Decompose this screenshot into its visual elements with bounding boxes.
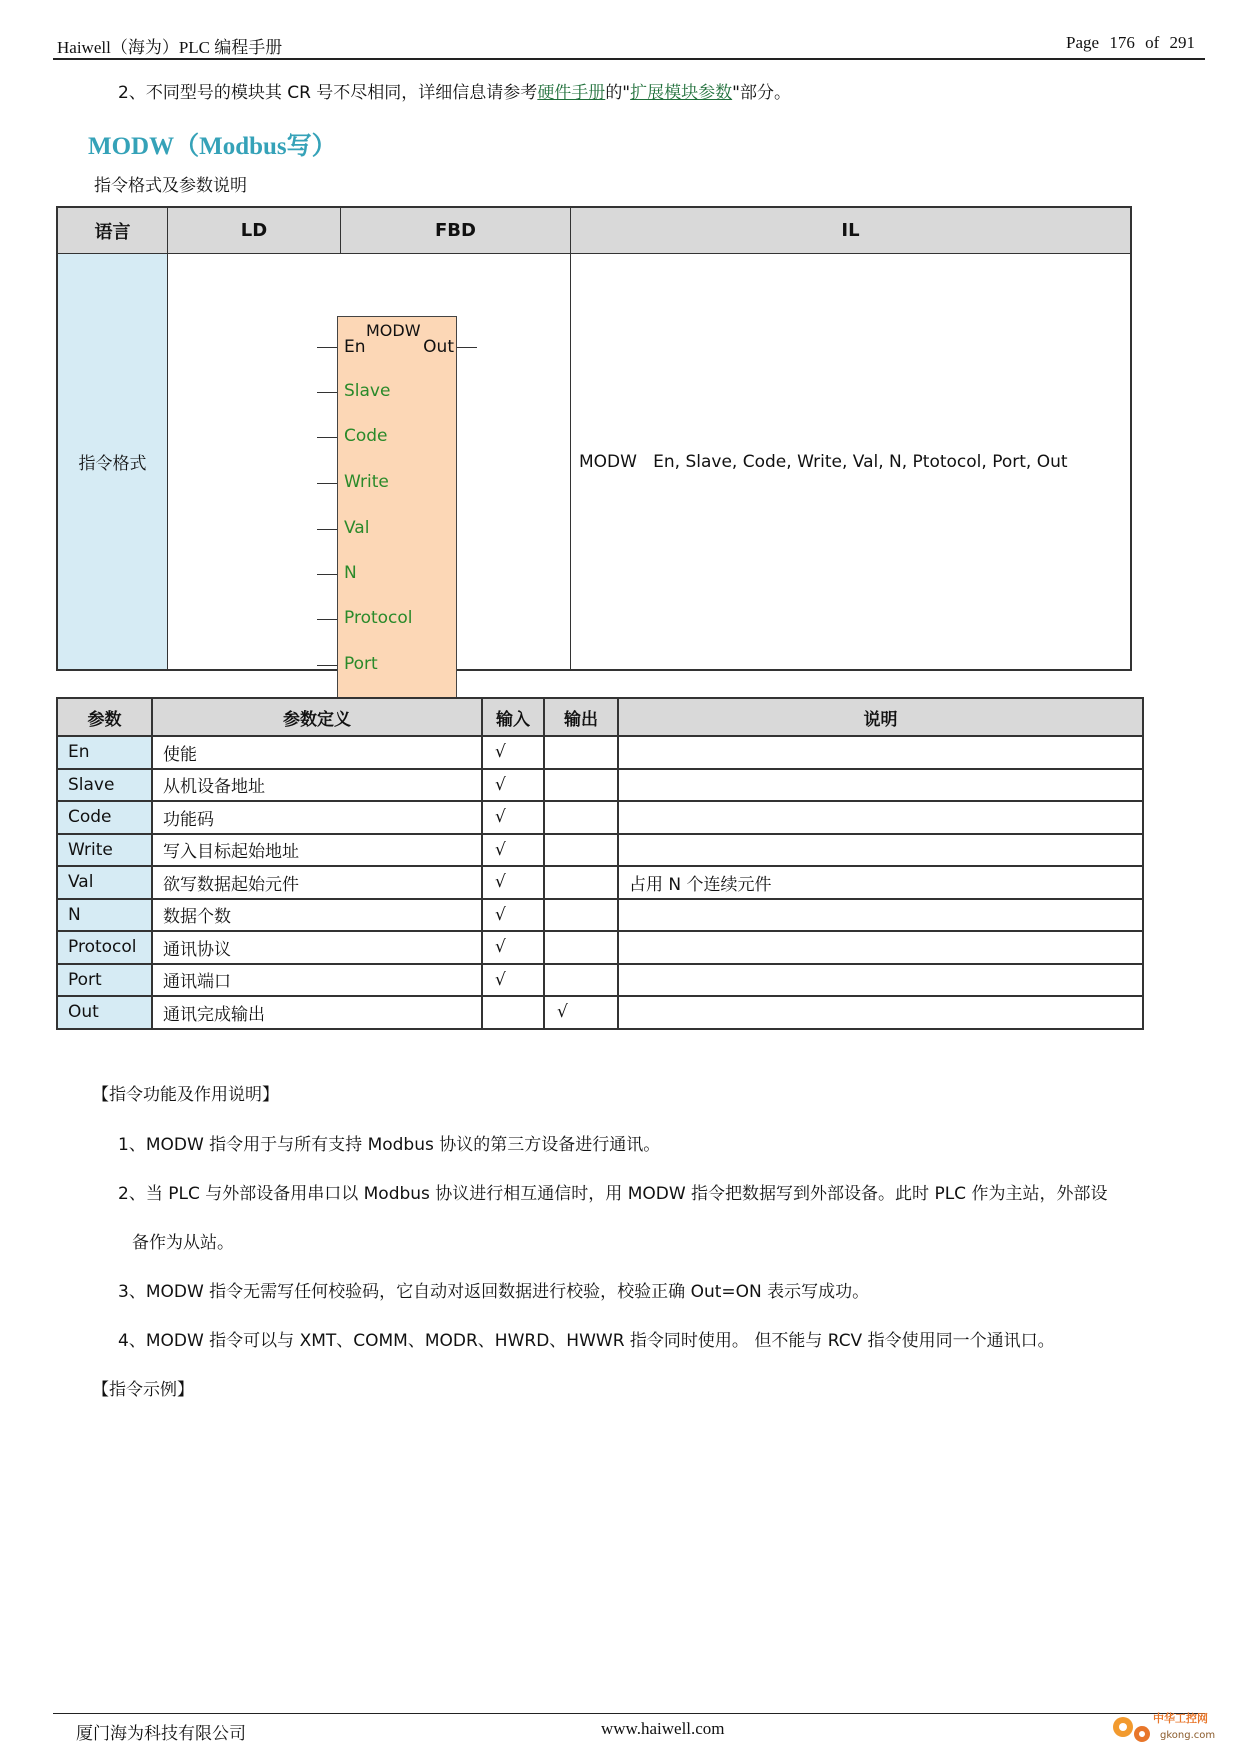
param-description-cell	[618, 931, 1143, 964]
pin-out: Out	[423, 337, 454, 357]
ld-cell	[168, 254, 571, 674]
gear-icon	[1108, 1700, 1228, 1746]
function-item-4: 4、MODW 指令可以与 XMT、COMM、MODR、HWRD、HWWR 指令同时使用。 但不能与 RCV 指令使用同一个通讯口。	[118, 1331, 1055, 1351]
param-output-cell: √	[544, 996, 618, 1029]
parameter-table-header	[57, 698, 1143, 736]
col-description: 说明	[618, 698, 1143, 736]
pin-slave: Slave	[344, 381, 391, 401]
note-mid: 的"	[605, 83, 631, 103]
param-definition-cell: 写入目标起始地址	[152, 834, 482, 867]
param-name-cell: Protocol	[57, 931, 152, 964]
header-language: 语言	[58, 208, 168, 254]
modw-function-block	[337, 316, 457, 699]
function-item-2: 2、当 PLC 与外部设备用串口以 Modbus 协议进行相互通信时，用 MODW 指令把数据写到外部设备。此时 PLC 作为主站，外部设	[118, 1184, 1108, 1204]
param-description-cell	[618, 996, 1143, 1029]
pin-protocol: Protocol	[344, 608, 413, 628]
table-row	[57, 931, 1143, 964]
param-description-cell	[618, 769, 1143, 802]
function-item-1: 1、MODW 指令用于与所有支持 Modbus 协议的第三方设备进行通讯。	[118, 1135, 661, 1155]
param-output-cell	[544, 834, 618, 867]
section-title: MODW（Modbus写）	[88, 133, 337, 160]
param-input-cell: √	[482, 931, 544, 964]
param-name-cell: N	[57, 899, 152, 932]
watermark-text: 中华工控网	[1153, 1712, 1208, 1725]
function-heading: 【指令功能及作用说明】	[92, 1085, 279, 1105]
table-row	[57, 866, 1143, 899]
wire-out	[457, 347, 477, 348]
pin-code: Code	[344, 426, 388, 446]
expansion-params-link[interactable]: 扩展模块参数	[630, 83, 733, 103]
param-name-cell: Slave	[57, 769, 152, 802]
col-input: 输入	[482, 698, 544, 736]
param-output-cell	[544, 899, 618, 932]
header-il: IL	[571, 208, 1130, 254]
table-row	[57, 769, 1143, 802]
param-definition-cell: 通讯协议	[152, 931, 482, 964]
param-output-cell	[544, 866, 618, 899]
pin-n: N	[344, 563, 357, 583]
section-subtitle: 指令格式及参数说明	[94, 176, 247, 196]
wire-n	[317, 574, 337, 575]
page-current: 176	[1109, 33, 1135, 52]
col-param: 参数	[57, 698, 152, 736]
il-cell	[571, 254, 1136, 669]
format-table	[56, 206, 1132, 674]
function-item-3: 3、MODW 指令无需写任何校验码，它自动对返回数据进行校验，校验正确 Out=ON 表示写成功。	[118, 1282, 870, 1302]
param-description-cell	[618, 899, 1143, 932]
table-row	[57, 834, 1143, 867]
param-output-cell	[544, 801, 618, 834]
param-name-cell: Code	[57, 801, 152, 834]
watermark-domain: gkong.com	[1160, 1730, 1216, 1741]
param-definition-cell: 使能	[152, 736, 482, 769]
param-input-cell: √	[482, 736, 544, 769]
param-definition-cell: 数据个数	[152, 899, 482, 932]
param-definition-cell: 功能码	[152, 801, 482, 834]
page-label: Page	[1066, 33, 1100, 52]
function-item-2-cont: 备作为从站。	[132, 1233, 234, 1253]
page-number	[1066, 33, 1195, 53]
wire-protocol	[317, 619, 337, 620]
param-name-cell: Port	[57, 964, 152, 997]
param-description-cell	[618, 801, 1143, 834]
param-input-cell: √	[482, 834, 544, 867]
note-suffix: "部分。	[732, 83, 791, 103]
il-code: MODW En, Slave, Code, Write, Val, N, Ptotocol, Port, Out	[579, 451, 1068, 472]
wire-code	[317, 437, 337, 438]
param-input-cell: √	[482, 801, 544, 834]
param-description-cell	[618, 834, 1143, 867]
pin-en: En	[344, 337, 366, 357]
footer-company: 厦门海为科技有限公司	[76, 1724, 246, 1743]
param-input-cell: √	[482, 899, 544, 932]
footer-rule	[53, 1713, 1205, 1714]
param-definition-cell: 欲写数据起始元件	[152, 866, 482, 899]
header-rule	[53, 58, 1205, 60]
wire-slave	[317, 392, 337, 393]
gkong-watermark-logo	[1108, 1700, 1228, 1746]
pin-write: Write	[344, 472, 389, 492]
table-row	[57, 964, 1143, 997]
page-of-label: of	[1145, 33, 1160, 52]
wire-val	[317, 529, 337, 530]
parameter-table-body	[57, 736, 1143, 1029]
example-heading: 【指令示例】	[92, 1380, 194, 1400]
param-input-cell: √	[482, 964, 544, 997]
param-description-cell	[618, 964, 1143, 997]
wire-write	[317, 483, 337, 484]
col-definition: 参数定义	[152, 698, 482, 736]
header-title: Haiwell（海为）PLC 编程手册	[57, 38, 283, 57]
param-definition-cell: 通讯完成输出	[152, 996, 482, 1029]
block-name: MODW	[366, 321, 421, 340]
hardware-manual-link[interactable]: 硬件手册	[537, 83, 606, 103]
note-paragraph	[118, 78, 791, 103]
param-name-cell: Out	[57, 996, 152, 1029]
param-definition-cell: 通讯端口	[152, 964, 482, 997]
param-input-cell: √	[482, 866, 544, 899]
param-description-cell	[618, 736, 1143, 769]
param-output-cell	[544, 736, 618, 769]
wire-port	[317, 665, 337, 666]
table-row	[57, 899, 1143, 932]
param-output-cell	[544, 931, 618, 964]
param-description-cell: 占用 N 个连续元件	[618, 866, 1143, 899]
param-input-cell	[482, 996, 544, 1029]
param-definition-cell: 从机设备地址	[152, 769, 482, 802]
param-name-cell: En	[57, 736, 152, 769]
wire-en	[317, 347, 337, 348]
param-output-cell	[544, 769, 618, 802]
table-row	[57, 801, 1143, 834]
header-fbd: FBD	[341, 208, 571, 254]
format-row-label: 指令格式	[58, 254, 168, 669]
footer-website: www.haiwell.com	[601, 1719, 725, 1738]
param-output-cell	[544, 964, 618, 997]
pin-port: Port	[344, 654, 378, 674]
pin-val: Val	[344, 518, 370, 538]
parameter-table	[56, 697, 1144, 1030]
table-row	[57, 996, 1143, 1029]
col-output: 输出	[544, 698, 618, 736]
note-prefix: 2、不同型号的模块其 CR 号不尽相同，详细信息请参考	[118, 83, 538, 103]
table-row	[57, 736, 1143, 769]
param-name-cell: Val	[57, 866, 152, 899]
page-total: 291	[1169, 33, 1195, 52]
param-name-cell: Write	[57, 834, 152, 867]
param-input-cell: √	[482, 769, 544, 802]
header-ld: LD	[168, 208, 341, 254]
